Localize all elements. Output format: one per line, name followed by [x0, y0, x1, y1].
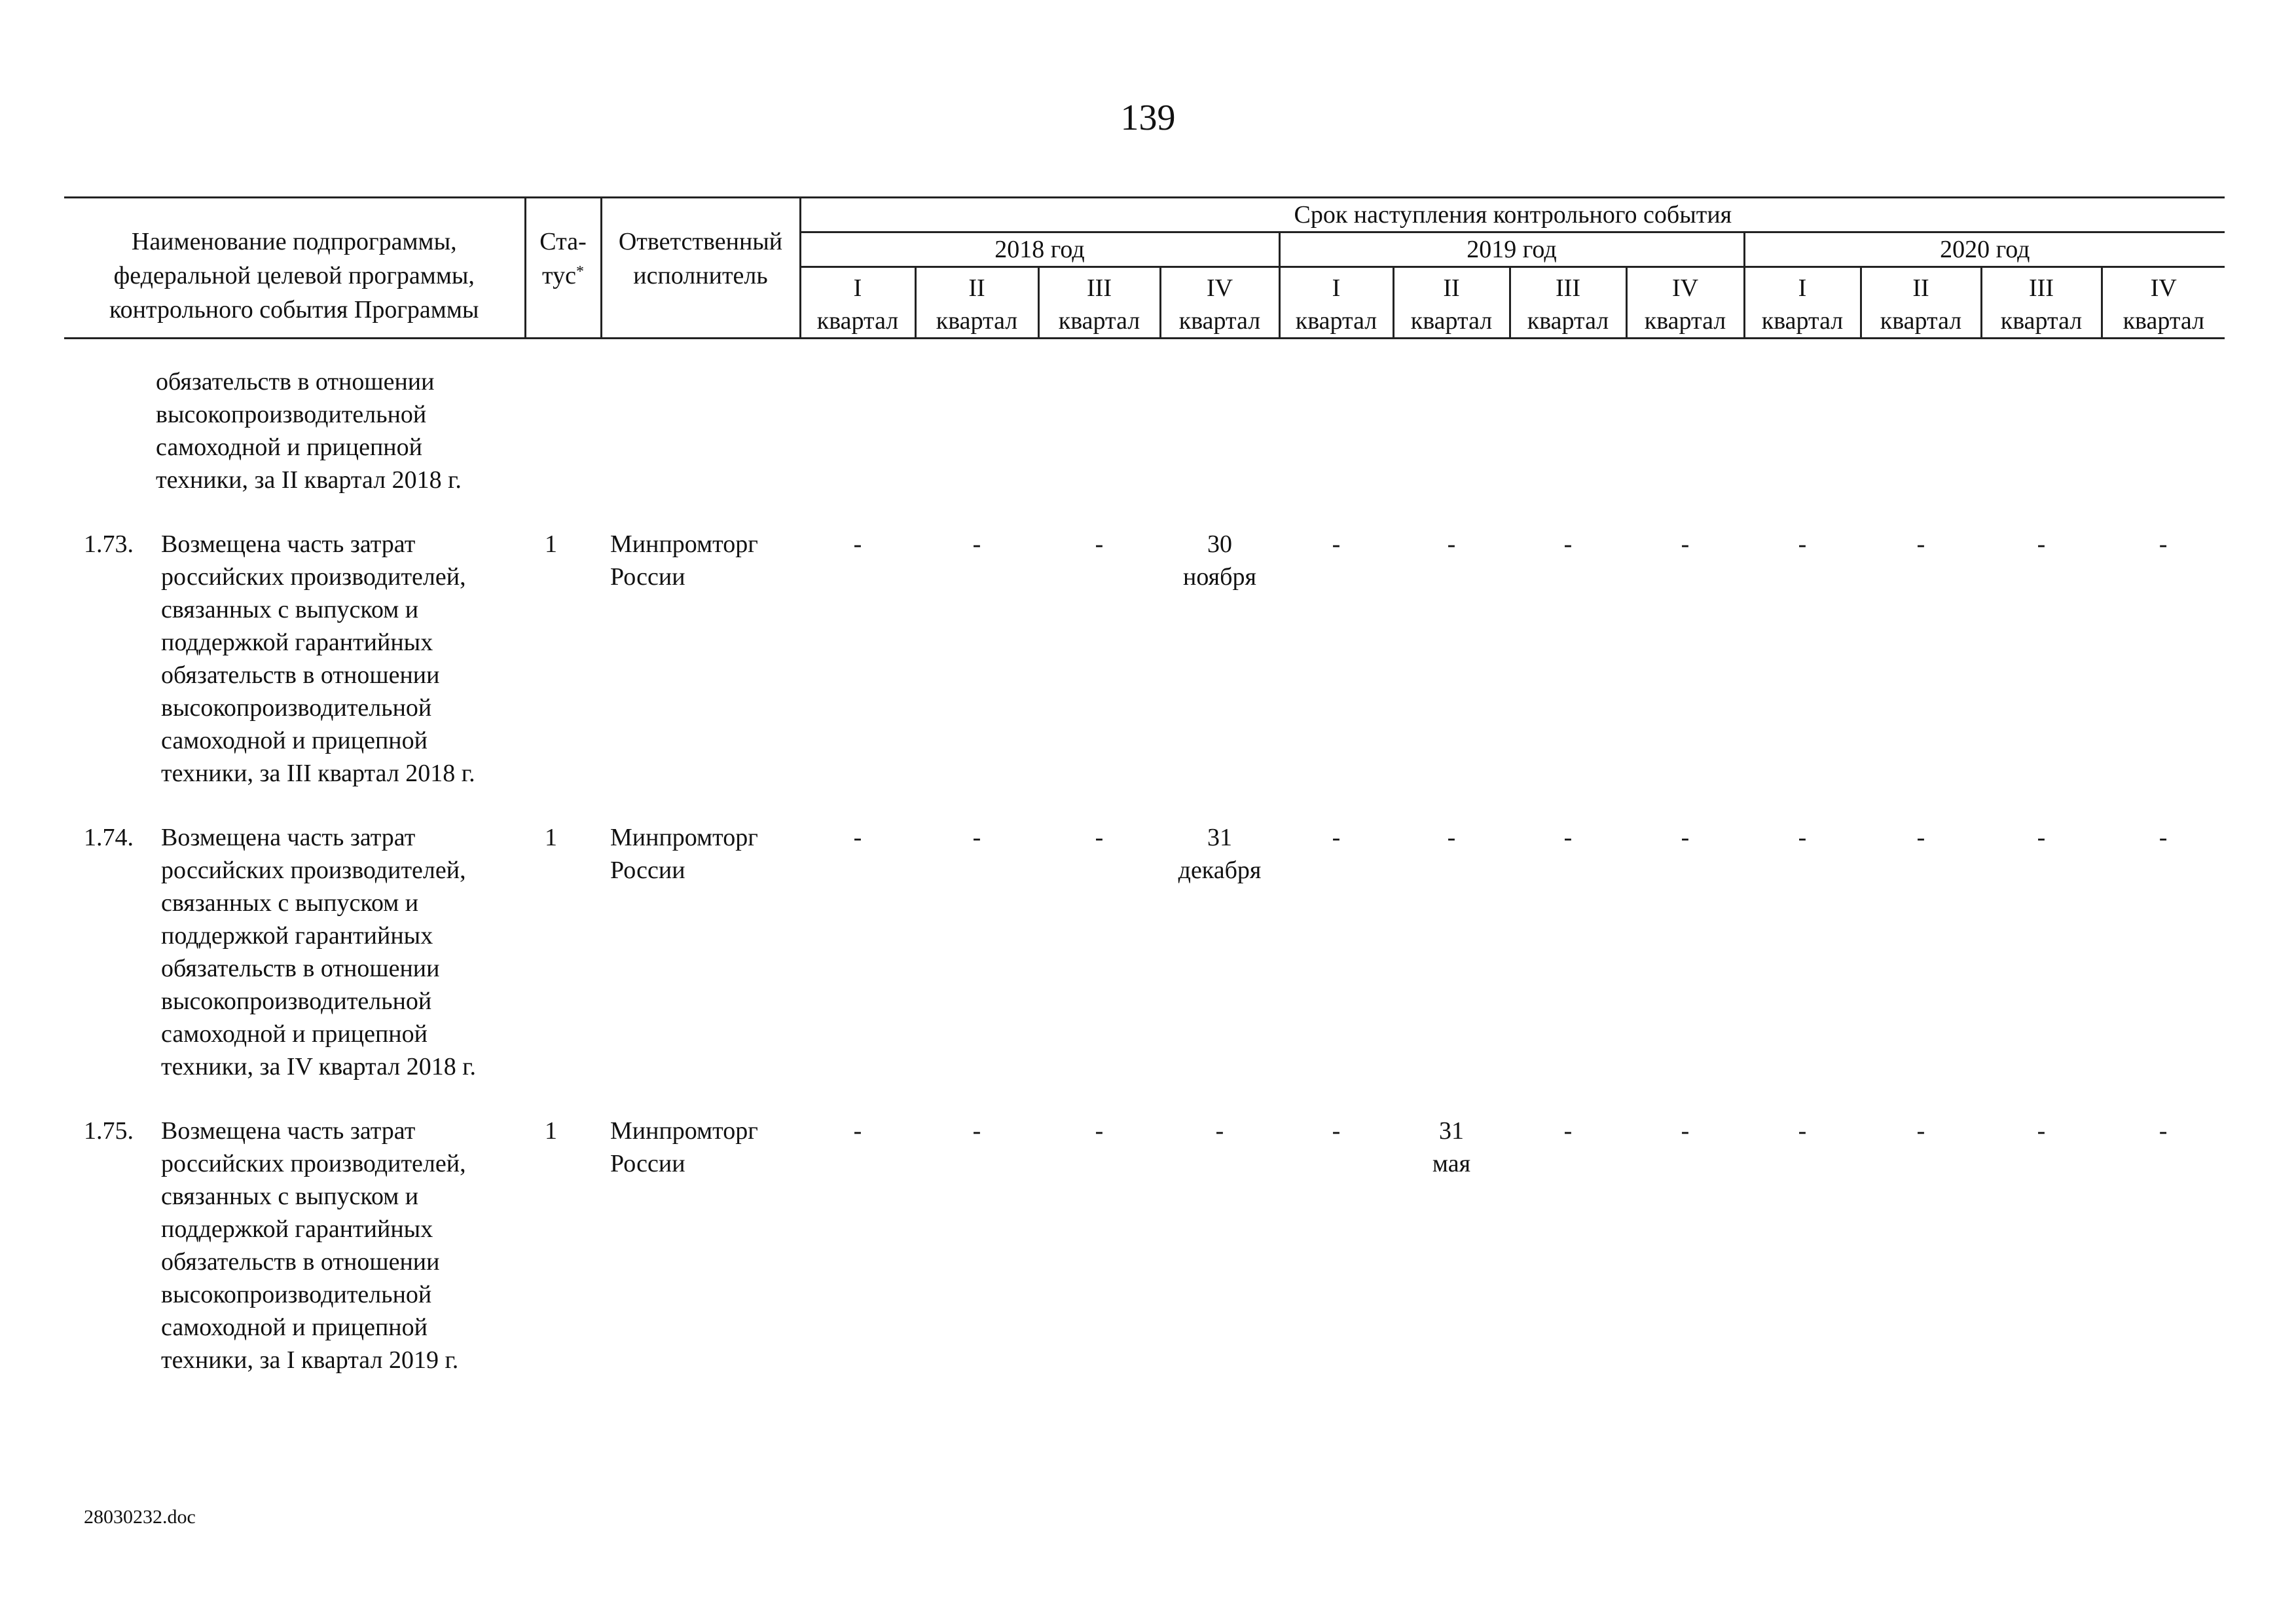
- quarter-header: IV квартал: [1160, 267, 1279, 339]
- control-events-table: [64, 196, 2225, 1376]
- status-cell: 1: [545, 530, 557, 558]
- quarter-deadline-cell: -: [972, 824, 981, 851]
- quarter-deadline-cell: -: [1332, 530, 1341, 558]
- event-name: Возмещена часть затрат российских производителей, связанных с выпуском и поддержкой гарантийных обязательств в отношении высокопроизводительной самоходной и прицепной техники, за I квартал 2019 г.: [161, 1117, 466, 1374]
- deadline-header: Срок наступления контрольного события: [800, 198, 2225, 232]
- year-2020-header: 2020 год: [1744, 232, 2225, 267]
- table-row: [64, 496, 2225, 790]
- quarter-deadline-cell: -: [1563, 530, 1573, 558]
- quarter-header: II квартал: [1393, 267, 1510, 339]
- quarter-deadline-cell: -: [853, 824, 862, 851]
- page-number: 139: [1120, 98, 1176, 138]
- quarter-header: I квартал: [1744, 267, 1861, 339]
- quarter-deadline-cell: -: [1681, 1117, 1690, 1145]
- row-number: 1.74.: [84, 824, 134, 851]
- quarter-deadline-cell: -: [2037, 530, 2046, 558]
- quarter-deadline-cell: 31 декабря: [1178, 824, 1262, 884]
- table-row: [64, 790, 2225, 1083]
- quarter-header: IV квартал: [1626, 267, 1744, 339]
- event-name-cell: [64, 790, 525, 1083]
- name-column-header: Наименование подпрограммы, федеральной целевой программы, контрольного события Программы: [64, 198, 525, 339]
- year-2018-header: 2018 год: [800, 232, 1279, 267]
- quarter-header: IV квартал: [2102, 267, 2225, 339]
- event-name-cell: [64, 1083, 525, 1376]
- quarter-deadline-cell: -: [1798, 530, 1807, 558]
- year-2019-header: 2019 год: [1279, 232, 1744, 267]
- quarter-deadline-cell: -: [1095, 1117, 1104, 1145]
- event-name: Возмещена часть затрат российских производителей, связанных с выпуском и поддержкой гарантийных обязательств в отношении высокопроизводительной самоходной и прицепной техники, за III квартал 2018 г.: [161, 530, 475, 787]
- quarter-deadline-cell: -: [853, 530, 862, 558]
- quarter-deadline-cell: -: [1447, 824, 1456, 851]
- status-column-header: Ста- тус*: [525, 198, 601, 339]
- table-header: [64, 198, 2225, 339]
- continuation-row: [64, 339, 2225, 497]
- quarter-deadline-cell: -: [1563, 1117, 1573, 1145]
- quarter-header: III квартал: [1981, 267, 2102, 339]
- quarter-deadline-cell: -: [1332, 824, 1341, 851]
- quarter-header: III квартал: [1038, 267, 1160, 339]
- quarter-header: II квартал: [915, 267, 1038, 339]
- quarter-deadline-cell: -: [972, 530, 981, 558]
- quarter-deadline-cell: -: [1798, 1117, 1807, 1145]
- quarter-deadline-cell: -: [972, 1117, 981, 1145]
- row-number: 1.75.: [84, 1117, 134, 1145]
- quarter-deadline-cell: -: [1916, 1117, 1925, 1145]
- row-number: 1.73.: [84, 530, 134, 558]
- quarter-header: III квартал: [1510, 267, 1626, 339]
- responsible-cell: Минпромторг России: [610, 824, 758, 884]
- quarter-deadline-cell: 31 мая: [1432, 1117, 1471, 1177]
- quarter-deadline-cell: -: [1447, 530, 1456, 558]
- status-footnote-marker: *: [575, 263, 584, 280]
- quarter-deadline-cell: -: [2037, 1117, 2046, 1145]
- status-cell: 1: [545, 824, 557, 851]
- event-name: Возмещена часть затрат российских производителей, связанных с выпуском и поддержкой гарантийных обязательств в отношении высокопроизводительной самоходной и прицепной техники, за IV квартал 2018 г.: [161, 824, 477, 1080]
- quarter-deadline-cell: -: [1916, 824, 1925, 851]
- quarter-deadline-cell: -: [1095, 824, 1104, 851]
- quarter-deadline-cell: -: [2037, 824, 2046, 851]
- quarter-deadline-cell: -: [2159, 530, 2168, 558]
- quarter-deadline-cell: -: [853, 1117, 862, 1145]
- table-row: [64, 1083, 2225, 1376]
- status-cell: 1: [545, 1117, 557, 1145]
- quarter-deadline-cell: -: [1681, 530, 1690, 558]
- continuation-text: обязательств в отношении высокопроизводительной самоходной и прицепной техники, за II квартал 2018 г.: [156, 368, 462, 494]
- quarter-deadline-cell: -: [1332, 1117, 1341, 1145]
- quarter-header: I квартал: [1279, 267, 1393, 339]
- quarter-deadline-cell: -: [2159, 1117, 2168, 1145]
- event-name-cell: [64, 496, 525, 790]
- quarter-deadline-cell: -: [1798, 824, 1807, 851]
- quarter-header: II квартал: [1861, 267, 1981, 339]
- responsible-cell: Минпромторг России: [610, 1117, 758, 1177]
- quarter-deadline-cell: -: [1681, 824, 1690, 851]
- quarter-deadline-cell: -: [1916, 530, 1925, 558]
- quarter-deadline-cell: 30 ноября: [1183, 530, 1256, 591]
- responsible-column-header: Ответственный исполнитель: [601, 198, 800, 339]
- quarter-deadline-cell: -: [1215, 1117, 1224, 1145]
- quarter-deadline-cell: -: [1095, 530, 1104, 558]
- responsible-cell: Минпромторг России: [610, 530, 758, 591]
- quarter-deadline-cell: -: [2159, 824, 2168, 851]
- quarter-header: I квартал: [800, 267, 915, 339]
- document-filename: 28030232.doc: [84, 1506, 196, 1528]
- quarter-deadline-cell: -: [1563, 824, 1573, 851]
